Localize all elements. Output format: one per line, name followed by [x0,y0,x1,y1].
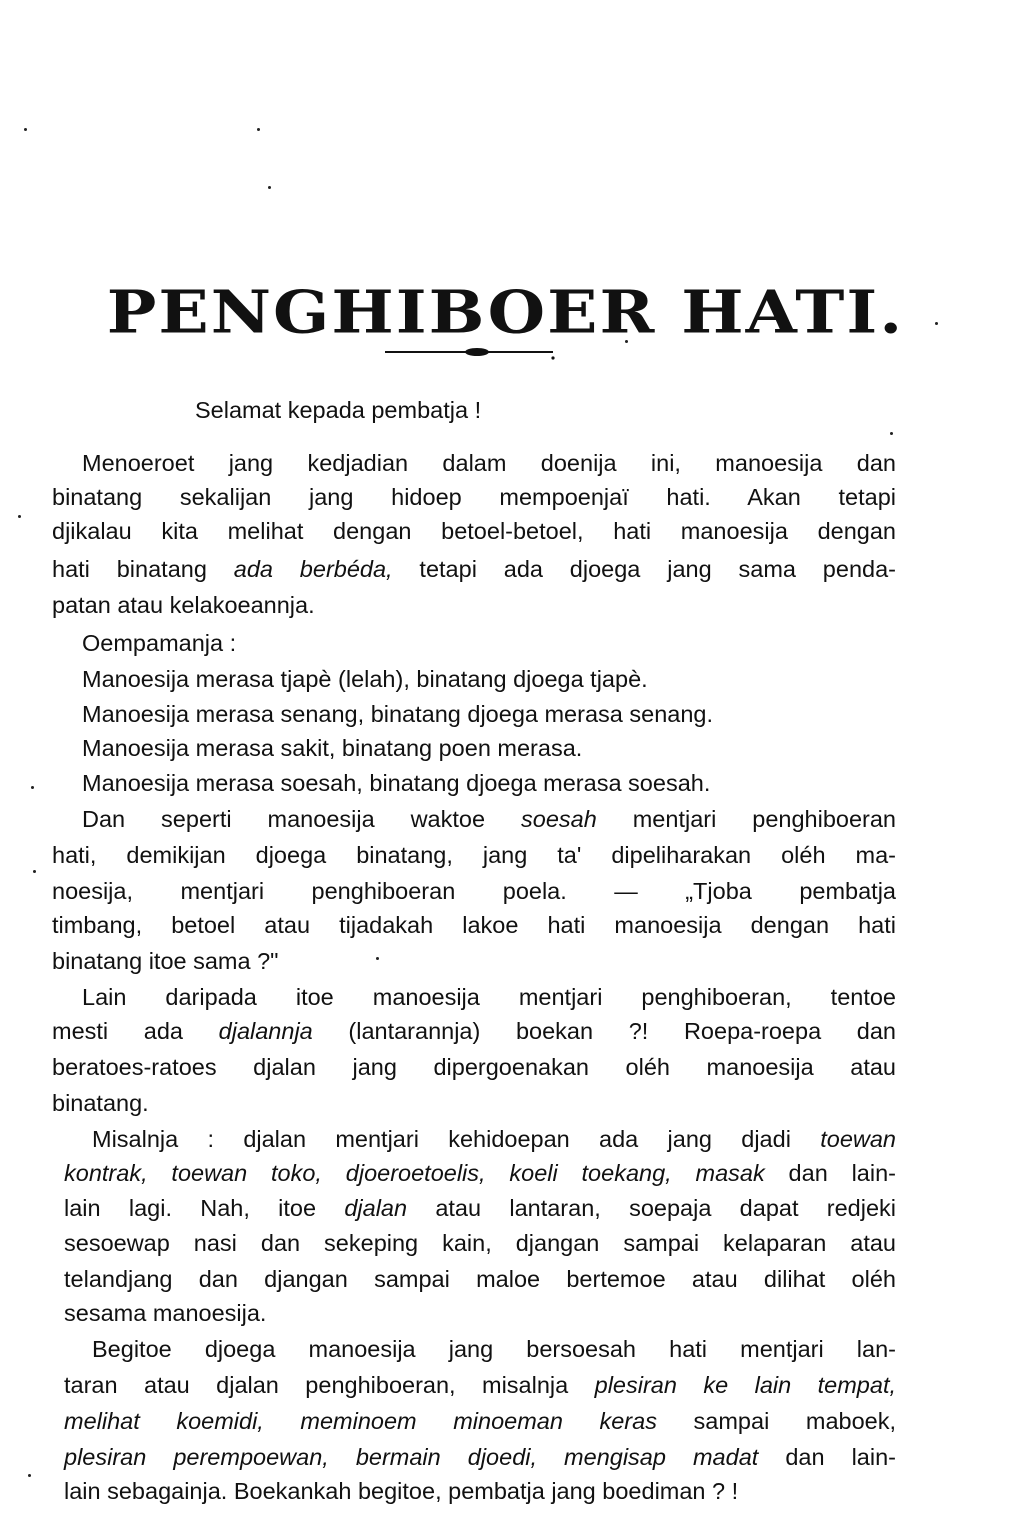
text-line [52,552,896,586]
ink-speck [31,786,34,789]
text-line [64,1191,896,1225]
emphasis-text: djalan [344,1195,408,1221]
ink-speck [18,515,21,518]
text-line [52,588,896,622]
text-run: binatang itoe sama ?" [52,948,279,974]
text-line [64,1368,896,1402]
text-line [52,1014,896,1048]
text-line [52,1050,896,1084]
text-run: Menoeroet jang kedjadian dalam doenija ini, manoesija dan [82,450,896,476]
text-run: Manoesija merasa sakit, binatang poen merasa. [82,735,583,761]
text-run: sesama manoesija. [64,1300,267,1326]
text-run: hati binatang [52,556,234,582]
ink-speck [28,1474,31,1477]
text-line [64,1296,896,1330]
text-run: tetapi ada djoega jang sama penda- [392,556,896,582]
text-run: atau lantaran, soepaja dapat redjeki [407,1195,896,1221]
text-run: lain sebagainja. Boekankah begitoe, pembatja jang boediman ? ! [64,1478,739,1504]
text-run: noesija, mentjari penghiboeran poela. — „Tjoba pembatja [52,878,896,904]
text-run: Begitoe djoega manoesija jang bersoesah hati mentjari lan- [92,1336,896,1362]
text-run: mentjari penghiboeran [596,806,896,832]
text-line [82,446,896,480]
text-run: sampai maboek, [656,1408,896,1434]
emphasis-text: plesiran perempoewan, bermain djoedi, mengisap madat [64,1444,759,1470]
emphasis-text: melihat koemidi, meminoem minoeman keras [64,1408,657,1434]
text-line [82,662,896,696]
text-line [64,1226,896,1260]
text-line [64,1474,896,1508]
text-run: Manoesija merasa senang, binatang djoega merasa senang. [82,701,714,727]
ink-speck [24,128,27,131]
emphasis-text: kontrak, toewan toko, djoeroetoelis, koeli toekang, masak [64,1160,765,1186]
text-run: dan lain- [764,1160,896,1186]
text-run: beratoes-ratoes djalan jang dipergoenakan oléh manoesija atau [52,1054,896,1080]
text-run: binatang sekalijan jang hidoep mempoenjaï hati. Akan tetapi [52,484,896,510]
text-line [64,1156,896,1190]
text-run: telandjang dan djangan sampai maloe bertemoe atau dilihat oléh [64,1266,896,1292]
text-run: sesoewap nasi dan sekeping kain, djangan sampai kelaparan atau [64,1230,896,1256]
text-run: Manoesija merasa tjapè (lelah), binatang djoega tjapè. [82,666,648,692]
text-run: patan atau kelakoeannja. [52,592,315,618]
ink-speck [890,432,893,435]
text-run: timbang, betoel atau tijadakah lakoe hati manoesija dengan hati [52,912,896,938]
text-run: binatang. [52,1090,149,1116]
title-divider-ornament [385,340,555,364]
text-run: taran atau djalan penghiboeran, misalnja [64,1372,595,1398]
text-line [52,480,896,514]
emphasis-text: djalannja [218,1018,313,1044]
text-line [82,766,896,800]
text-run: Misalnja : djalan mentjari kehidoepan ada jang djadi [92,1126,821,1152]
emphasis-text: soesah [521,806,597,832]
text-line [92,1332,896,1366]
greeting: Selamat kepada pembatja ! [195,397,482,423]
text-line [82,731,896,765]
emphasis-text: ada berbéda, [233,556,393,582]
text-run: (lantarannja) boekan ?! Roepa-roepa dan [312,1018,896,1044]
text-run: djikalau kita melihat dengan betoel-betoel, hati manoesija dengan [52,518,896,544]
text-line [82,980,896,1014]
emphasis-text: plesiran ke lain tempat, [594,1372,896,1398]
ink-speck [257,128,260,131]
text-line [52,874,896,908]
text-run: mesti ada [52,1018,219,1044]
text-line [52,838,896,872]
text-line [52,514,896,548]
text-line [52,908,896,942]
text-line [52,1086,896,1120]
text-run: Oempamanja : [82,630,237,656]
ink-speck [33,870,36,873]
text-line [82,697,896,731]
text-run: lain lagi. Nah, itoe [64,1195,345,1221]
text-line [92,1122,896,1156]
page-title: PENGHIBOER HATI. [106,277,905,348]
emphasis-text: toewan [820,1126,896,1152]
text-run: hati, demikijan djoega binatang, jang ta' dipeliharakan oléh ma- [52,842,896,868]
text-line [64,1440,896,1474]
text-line [64,1404,896,1438]
ink-speck [268,186,271,189]
text-line [64,1262,896,1296]
text-run: Dan seperti manoesija waktoe [82,806,521,832]
text-line [82,626,896,660]
text-run: dan lain- [758,1444,896,1470]
text-line [52,944,896,978]
text-run: Manoesija merasa soesah, binatang djoega merasa soesah. [82,770,711,796]
text-line [82,802,896,836]
text-run: Lain daripada itoe manoesija mentjari penghiboeran, tentoe [82,984,896,1010]
